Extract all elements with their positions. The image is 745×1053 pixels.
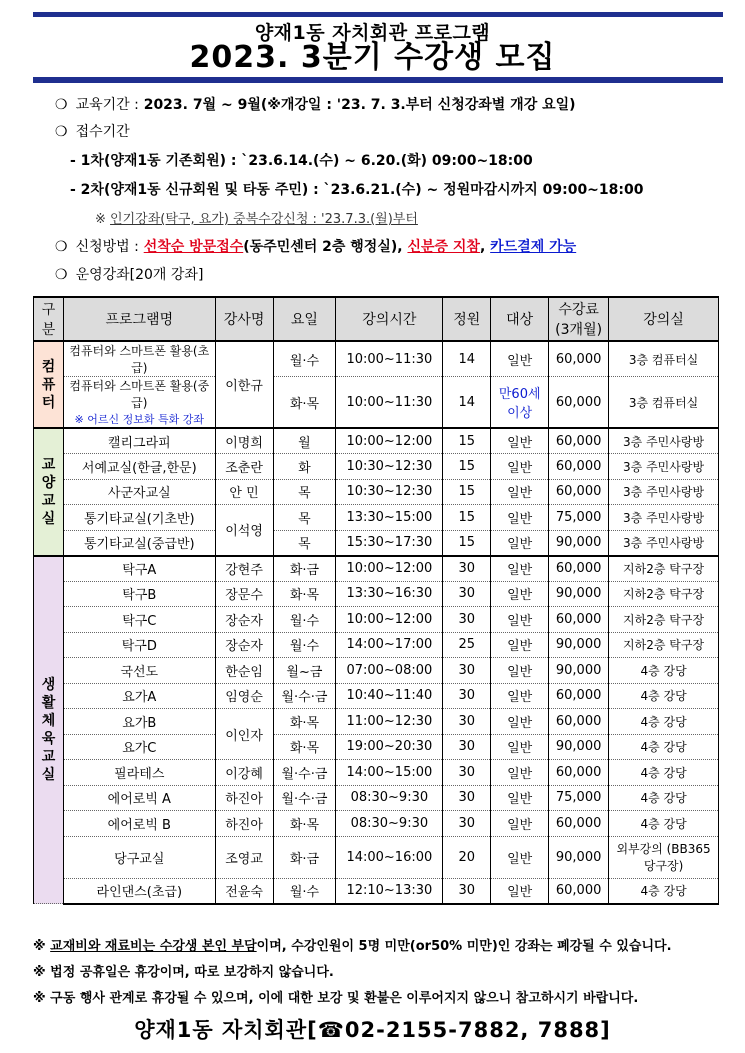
education-period bbox=[55, 94, 576, 114]
time: 19:00~20:30 bbox=[336, 734, 443, 760]
capacity: 30 bbox=[443, 734, 491, 760]
day: 월·수 bbox=[273, 607, 336, 633]
registration-period-label: 접수기간 bbox=[75, 124, 130, 140]
instructor-name: 조영교 bbox=[215, 836, 273, 878]
program-name: 탁구A bbox=[63, 556, 215, 582]
capacity: 30 bbox=[443, 658, 491, 684]
time: 10:40~11:40 bbox=[336, 683, 443, 709]
program-name: 요가B bbox=[63, 709, 215, 735]
method-id-required: 신분증 지참 bbox=[407, 239, 480, 255]
capacity: 30 bbox=[443, 581, 491, 607]
time: 13:30~16:30 bbox=[336, 581, 443, 607]
capacity: 30 bbox=[443, 811, 491, 837]
table-row bbox=[34, 581, 719, 607]
note-events-text: 구동 행사 관계로 휴강될 수 있으며, 이에 대한 보강 및 환불은 이루어지지 않으니 참고하시기 바랍니다. bbox=[50, 991, 639, 1006]
fee: 60,000 bbox=[549, 760, 609, 786]
note-holidays-text: 법정 공휴일은 휴강이며, 따로 보강하지 않습니다. bbox=[50, 965, 334, 980]
instructor-name: 한순임 bbox=[215, 658, 273, 684]
registration-period bbox=[55, 121, 130, 141]
target: 일반 bbox=[491, 556, 549, 582]
header-room: 강의실 bbox=[609, 297, 719, 341]
category-computer: 컴퓨터 bbox=[34, 341, 64, 428]
program-name: 당구교실 bbox=[63, 836, 215, 878]
fee: 90,000 bbox=[549, 734, 609, 760]
program-name: 탁구D bbox=[63, 632, 215, 658]
time: 14:00~15:00 bbox=[336, 760, 443, 786]
program-name: 라인댄스(초급) bbox=[63, 878, 215, 904]
time: 08:30~9:30 bbox=[336, 785, 443, 811]
instructor-name: 장문수 bbox=[215, 581, 273, 607]
room: 지하2층 탁구장 bbox=[609, 556, 719, 582]
day: 화·목 bbox=[273, 811, 336, 837]
popular-course-note bbox=[95, 208, 418, 227]
day: 월·수 bbox=[273, 341, 336, 377]
room: 4층 강당 bbox=[609, 683, 719, 709]
program-cell bbox=[63, 377, 215, 429]
fee: 90,000 bbox=[549, 836, 609, 878]
instructor-name: 전윤숙 bbox=[215, 878, 273, 904]
table-row bbox=[34, 878, 719, 904]
fee: 90,000 bbox=[549, 530, 609, 556]
program-name: 탁구B bbox=[63, 581, 215, 607]
fee: 60,000 bbox=[549, 479, 609, 505]
target: 일반 bbox=[491, 505, 549, 531]
capacity: 30 bbox=[443, 878, 491, 904]
target: 일반 bbox=[491, 760, 549, 786]
target: 일반 bbox=[491, 581, 549, 607]
day: 화·목 bbox=[273, 581, 336, 607]
target: 일반 bbox=[491, 683, 549, 709]
time: 12:10~13:30 bbox=[336, 878, 443, 904]
capacity: 15 bbox=[443, 505, 491, 531]
fee: 60,000 bbox=[549, 811, 609, 837]
header-capacity: 정원 bbox=[443, 297, 491, 341]
room: 3층 주민사랑방 bbox=[609, 505, 719, 531]
table-row bbox=[34, 683, 719, 709]
day: 화·목 bbox=[273, 709, 336, 735]
course-count-label: 운영강좌[20개 강좌] bbox=[75, 267, 204, 283]
target: 일반 bbox=[491, 734, 549, 760]
target: 일반 bbox=[491, 632, 549, 658]
note-holidays bbox=[33, 961, 334, 980]
instructor-name: 하진아 bbox=[215, 785, 273, 811]
instructor-name: 임영순 bbox=[215, 683, 273, 709]
fee: 60,000 bbox=[549, 709, 609, 735]
capacity: 15 bbox=[443, 428, 491, 454]
day: 화·금 bbox=[273, 556, 336, 582]
note-events bbox=[33, 987, 638, 1006]
method-first-come: 선착순 방문접수 bbox=[143, 239, 244, 255]
program-name: 서예교실(한글,한문) bbox=[63, 454, 215, 480]
table-row bbox=[34, 454, 719, 480]
capacity: 20 bbox=[443, 836, 491, 878]
method-card-payment: 카드결제 가능 bbox=[490, 239, 577, 255]
instructor-name: 이인자 bbox=[215, 709, 273, 760]
target: 일반 bbox=[491, 878, 549, 904]
table-row bbox=[34, 632, 719, 658]
room: 지하2층 탁구장 bbox=[609, 607, 719, 633]
capacity: 30 bbox=[443, 785, 491, 811]
bullet-icon: ❍ bbox=[55, 124, 68, 140]
time: 14:00~16:00 bbox=[336, 836, 443, 878]
target: 일반 bbox=[491, 836, 549, 878]
capacity: 30 bbox=[443, 709, 491, 735]
instructor-name: 이한규 bbox=[215, 341, 273, 428]
contact-footer: 양재1동 자치회관[☎02-2155-7882, 7888] bbox=[134, 1018, 611, 1042]
time: 10:30~12:30 bbox=[336, 479, 443, 505]
fee: 90,000 bbox=[549, 658, 609, 684]
capacity: 30 bbox=[443, 556, 491, 582]
bullet-icon: ❍ bbox=[55, 97, 68, 113]
day: 목 bbox=[273, 530, 336, 556]
time: 08:30~9:30 bbox=[336, 811, 443, 837]
day: 화·금 bbox=[273, 836, 336, 878]
room: 4층 강당 bbox=[609, 811, 719, 837]
capacity: 30 bbox=[443, 683, 491, 709]
method-location: (동주민센터 2층 행정실), bbox=[243, 239, 403, 255]
education-period-label: 교육기간 : bbox=[75, 97, 139, 113]
capacity: 15 bbox=[443, 530, 491, 556]
room: 3층 주민사랑방 bbox=[609, 530, 719, 556]
room: 4층 강당 bbox=[609, 734, 719, 760]
program-name: 컴퓨터와 스마트폰 활용(중급) bbox=[69, 379, 210, 410]
target: 일반 bbox=[491, 479, 549, 505]
fee: 60,000 bbox=[549, 556, 609, 582]
day: 월·수·금 bbox=[273, 785, 336, 811]
target: 일반 bbox=[491, 607, 549, 633]
table-header-row bbox=[34, 297, 719, 341]
room: 3층 주민사랑방 bbox=[609, 428, 719, 454]
time: 10:00~12:00 bbox=[336, 428, 443, 454]
bullet-icon: ❍ bbox=[55, 239, 68, 255]
room: 4층 강당 bbox=[609, 709, 719, 735]
time: 14:00~17:00 bbox=[336, 632, 443, 658]
target: 일반 bbox=[491, 530, 549, 556]
time: 10:00~11:30 bbox=[336, 377, 443, 429]
capacity: 15 bbox=[443, 479, 491, 505]
table-row bbox=[34, 760, 719, 786]
table-row bbox=[34, 785, 719, 811]
bullet-icon: ❍ bbox=[55, 267, 68, 283]
instructor-name: 하진아 bbox=[215, 811, 273, 837]
time: 10:30~12:30 bbox=[336, 454, 443, 480]
time: 15:30~17:30 bbox=[336, 530, 443, 556]
course-table bbox=[33, 296, 719, 905]
table-row bbox=[34, 709, 719, 735]
program-name: 요가A bbox=[63, 683, 215, 709]
fee: 90,000 bbox=[549, 581, 609, 607]
table-row bbox=[34, 505, 719, 531]
time: 07:00~08:00 bbox=[336, 658, 443, 684]
education-period-value: 2023. 7월 ~ 9월(※개강일 : '23. 7. 3.부터 신청강좌별 개강 요일) bbox=[143, 97, 576, 113]
time: 11:00~12:30 bbox=[336, 709, 443, 735]
capacity: 30 bbox=[443, 607, 491, 633]
fee: 60,000 bbox=[549, 878, 609, 904]
title-top-bar bbox=[33, 12, 723, 17]
table-row bbox=[34, 658, 719, 684]
note-mark: ※ bbox=[33, 965, 46, 980]
course-count bbox=[55, 264, 203, 284]
table-row bbox=[34, 734, 719, 760]
table-row bbox=[34, 377, 719, 429]
target: 일반 bbox=[491, 428, 549, 454]
room: 3층 컴퓨터실 bbox=[609, 341, 719, 377]
target: 만60세 이상 bbox=[491, 377, 549, 429]
room: 4층 강당 bbox=[609, 658, 719, 684]
program-name: 통기타교실(중급반) bbox=[63, 530, 215, 556]
note-materials-emphasis: 교재비와 재료비는 수강생 본인 부담 bbox=[50, 939, 257, 954]
title-bottom-bar bbox=[33, 77, 723, 83]
header-time: 강의시간 bbox=[336, 297, 443, 341]
fee: 60,000 bbox=[549, 454, 609, 480]
category-sport: 생활체육교실 bbox=[34, 556, 64, 904]
instructor-name: 장순자 bbox=[215, 632, 273, 658]
room: 4층 강당 bbox=[609, 878, 719, 904]
room: 4층 강당 bbox=[609, 785, 719, 811]
page-subtitle: 양재1동 자치회관 프로그램 bbox=[254, 22, 491, 44]
room: 3층 컴퓨터실 bbox=[609, 377, 719, 429]
capacity: 25 bbox=[443, 632, 491, 658]
note-mark: ※ bbox=[33, 939, 46, 954]
capacity: 30 bbox=[443, 760, 491, 786]
table-row bbox=[34, 530, 719, 556]
instructor-name: 이강혜 bbox=[215, 760, 273, 786]
capacity: 14 bbox=[443, 377, 491, 429]
method-comma: , bbox=[479, 239, 486, 255]
target: 일반 bbox=[491, 658, 549, 684]
program-name: 탁구C bbox=[63, 607, 215, 633]
table-row bbox=[34, 836, 719, 878]
day: 화·목 bbox=[273, 734, 336, 760]
page-title: 2023. 3분기 수강생 모집 bbox=[189, 40, 556, 75]
program-name: 에어로빅 A bbox=[63, 785, 215, 811]
time: 10:00~12:00 bbox=[336, 607, 443, 633]
header-program: 프로그램명 bbox=[63, 297, 215, 341]
target: 일반 bbox=[491, 454, 549, 480]
room: 외부강의 (BB365당구장) bbox=[609, 836, 719, 878]
program-name: 요가C bbox=[63, 734, 215, 760]
category-culture: 교양교실 bbox=[34, 428, 64, 556]
room: 지하2층 탁구장 bbox=[609, 581, 719, 607]
note-materials-rest: 이며, 수강인원이 5명 미만(or50% 미만)인 강좌는 폐강될 수 있습니다. bbox=[256, 939, 672, 954]
fee: 60,000 bbox=[549, 683, 609, 709]
header-target: 대상 bbox=[491, 297, 549, 341]
day: 목 bbox=[273, 505, 336, 531]
popular-course-text: 인기강좌(탁구, 요가) 중복수강신청 : '23.7.3.(월)부터 bbox=[110, 212, 418, 227]
instructor-name: 조춘란 bbox=[215, 454, 273, 480]
room: 3층 주민사랑방 bbox=[609, 454, 719, 480]
program-name: 통기타교실(기초반) bbox=[63, 505, 215, 531]
instructor-name: 이명희 bbox=[215, 428, 273, 454]
table-row bbox=[34, 607, 719, 633]
day: 화·목 bbox=[273, 377, 336, 429]
header-category: 구분 bbox=[34, 297, 64, 341]
header-day: 요일 bbox=[273, 297, 336, 341]
table-row bbox=[34, 811, 719, 837]
table-row bbox=[34, 428, 719, 454]
room: 3층 주민사랑방 bbox=[609, 479, 719, 505]
fee: 75,000 bbox=[549, 505, 609, 531]
target: 일반 bbox=[491, 811, 549, 837]
capacity: 15 bbox=[443, 454, 491, 480]
header-instructor: 강사명 bbox=[215, 297, 273, 341]
fee: 60,000 bbox=[549, 377, 609, 429]
program-name: 국선도 bbox=[63, 658, 215, 684]
note-mark: ※ bbox=[95, 212, 106, 227]
table-row bbox=[34, 556, 719, 582]
room: 지하2층 탁구장 bbox=[609, 632, 719, 658]
day: 목 bbox=[273, 479, 336, 505]
program-name: 사군자교실 bbox=[63, 479, 215, 505]
room: 4층 강당 bbox=[609, 760, 719, 786]
instructor-name: 안 민 bbox=[215, 479, 273, 505]
capacity: 14 bbox=[443, 341, 491, 377]
day: 월·수 bbox=[273, 632, 336, 658]
note-mark: ※ bbox=[33, 991, 46, 1006]
day: 월·수 bbox=[273, 878, 336, 904]
time: 10:00~12:00 bbox=[336, 556, 443, 582]
fee: 60,000 bbox=[549, 428, 609, 454]
day: 월·수·금 bbox=[273, 683, 336, 709]
fee: 75,000 bbox=[549, 785, 609, 811]
registration-round-1: - 1차(양재1동 기존회원) : `23.6.14.(수) ~ 6.20.(화) 09:00~18:00 bbox=[70, 153, 533, 169]
time: 10:00~11:30 bbox=[336, 341, 443, 377]
target: 일반 bbox=[491, 785, 549, 811]
program-note: ※ 어르신 정보화 특화 강좌 bbox=[74, 413, 205, 426]
program-name: 컴퓨터와 스마트폰 활용(초급) bbox=[63, 341, 215, 377]
header-fee: 수강료 (3개월) bbox=[549, 297, 609, 341]
target: 일반 bbox=[491, 709, 549, 735]
fee: 60,000 bbox=[549, 341, 609, 377]
day: 월 bbox=[273, 428, 336, 454]
fee: 60,000 bbox=[549, 607, 609, 633]
instructor-name: 이석영 bbox=[215, 505, 273, 556]
target: 일반 bbox=[491, 341, 549, 377]
program-name: 필라테스 bbox=[63, 760, 215, 786]
table-row bbox=[34, 479, 719, 505]
application-method bbox=[55, 236, 576, 256]
note-materials bbox=[33, 935, 672, 954]
program-name: 캘리그라피 bbox=[63, 428, 215, 454]
instructor-name: 장순자 bbox=[215, 607, 273, 633]
fee: 90,000 bbox=[549, 632, 609, 658]
registration-round-2: - 2차(양재1동 신규회원 및 타동 주민) : `23.6.21.(수) ~ 정원마감시까지 09:00~18:00 bbox=[70, 182, 644, 198]
day: 화 bbox=[273, 454, 336, 480]
day: 월·수·금 bbox=[273, 760, 336, 786]
instructor-name: 강현주 bbox=[215, 556, 273, 582]
day: 월~금 bbox=[273, 658, 336, 684]
time: 13:30~15:00 bbox=[336, 505, 443, 531]
program-name: 에어로빅 B bbox=[63, 811, 215, 837]
application-method-label: 신청방법 : bbox=[75, 239, 139, 255]
table-row bbox=[34, 341, 719, 377]
